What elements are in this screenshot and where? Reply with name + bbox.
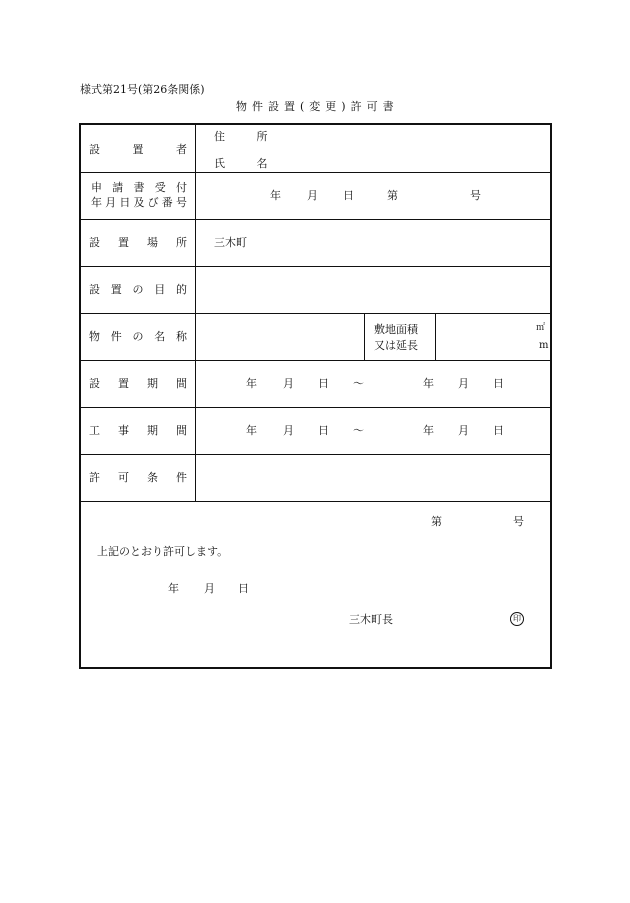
row-divider xyxy=(81,454,550,455)
area-column-divider xyxy=(364,313,365,360)
area-column-divider xyxy=(435,313,436,360)
document-title: 物件設置(変更)許可書 xyxy=(236,100,399,113)
purpose-label xyxy=(89,284,187,295)
object-name-input[interactable] xyxy=(199,316,361,358)
row-divider xyxy=(81,313,550,314)
application-label-line1: 申 請 書 受 付 xyxy=(91,181,187,194)
work-end-day: 日 xyxy=(493,424,504,437)
form-number: 様式第21号(第26条関係) xyxy=(80,83,205,96)
install-start-year: 年 xyxy=(246,377,257,390)
work-start-month: 月 xyxy=(283,424,294,437)
address-label: 住 所 xyxy=(214,130,282,143)
install-tilde: 〜 xyxy=(353,377,364,390)
footer-month: 月 xyxy=(204,582,215,595)
work-period-label xyxy=(89,425,187,436)
location-label-text: 設 置 場 所 xyxy=(89,236,187,249)
footer-year: 年 xyxy=(168,582,179,595)
application-day: 日 xyxy=(343,189,354,202)
install-end-month: 月 xyxy=(458,377,469,390)
footer-day: 日 xyxy=(238,582,249,595)
unit-meter: m xyxy=(539,340,549,351)
installer-label xyxy=(89,144,187,155)
row-divider xyxy=(81,266,550,267)
permit-form-table xyxy=(79,123,552,669)
conditions-input[interactable] xyxy=(199,457,547,499)
install-start-day: 日 xyxy=(318,377,329,390)
install-period-label-text: 設 置 期 間 xyxy=(89,377,187,390)
seal-icon: 印 xyxy=(510,612,524,626)
area-label-line1: 敷地面積 xyxy=(374,323,418,336)
work-start-day: 日 xyxy=(318,424,329,437)
work-tilde: 〜 xyxy=(353,424,364,437)
unit-square-meter: ㎡ xyxy=(536,323,546,333)
conditions-label xyxy=(89,472,187,483)
install-end-day: 日 xyxy=(493,377,504,390)
address-input[interactable] xyxy=(271,127,541,147)
application-dai: 第 xyxy=(387,189,398,202)
application-go: 号 xyxy=(470,189,481,202)
footer-dai: 第 xyxy=(431,515,442,528)
work-end-year: 年 xyxy=(423,424,434,437)
object-name-label xyxy=(89,331,187,342)
area-label-line2: 又は延長 xyxy=(374,339,418,352)
name-input[interactable] xyxy=(271,150,541,170)
row-divider xyxy=(81,501,550,502)
application-year: 年 xyxy=(270,189,281,202)
row-divider xyxy=(81,172,550,173)
purpose-input[interactable] xyxy=(199,269,547,311)
row-divider xyxy=(81,407,550,408)
location-label xyxy=(89,237,187,248)
name-label: 氏 名 xyxy=(214,157,282,170)
footer-go: 号 xyxy=(513,515,524,528)
row-divider xyxy=(81,219,550,220)
object-name-label-text: 物 件 の 名 称 xyxy=(89,330,187,343)
work-end-month: 月 xyxy=(458,424,469,437)
application-label xyxy=(91,180,187,210)
row-divider xyxy=(81,360,550,361)
application-month: 月 xyxy=(307,189,318,202)
area-input[interactable] xyxy=(439,316,531,358)
installer-label-text: 設 置 者 xyxy=(89,143,187,156)
purpose-label-text: 設 置 の 目 的 xyxy=(89,283,187,296)
issuer-name: 三木町長 xyxy=(349,613,393,626)
work-start-year: 年 xyxy=(246,424,257,437)
conditions-label-text: 許 可 条 件 xyxy=(89,471,187,484)
install-end-year: 年 xyxy=(423,377,434,390)
work-period-label-text: 工 事 期 間 xyxy=(89,424,187,437)
label-column-divider xyxy=(195,125,196,501)
install-period-label xyxy=(89,378,187,389)
permit-statement: 上記のとおり許可します。 xyxy=(97,545,229,558)
location-value[interactable]: 三木町 xyxy=(214,236,247,249)
install-start-month: 月 xyxy=(283,377,294,390)
application-label-line2: 年 月 日 及 び 番 号 xyxy=(91,196,187,209)
